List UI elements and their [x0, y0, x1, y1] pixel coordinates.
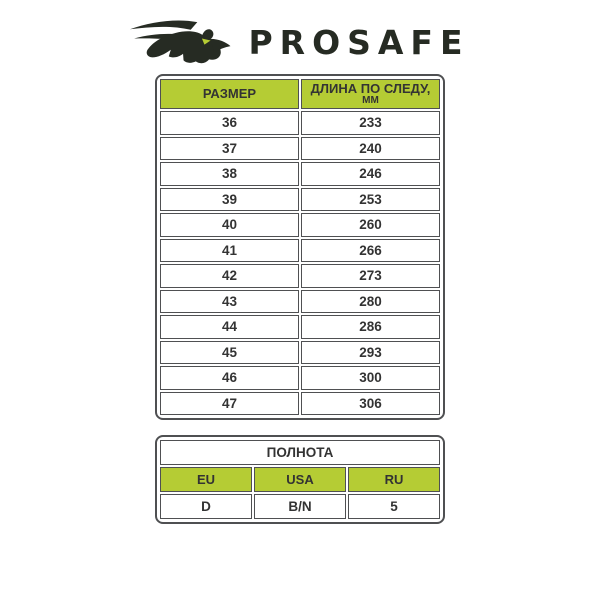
usa-column-header: USA — [254, 467, 346, 492]
size-table-body — [160, 111, 440, 415]
brand-header — [0, 0, 600, 64]
size-cell: 36 — [160, 111, 299, 135]
table-row — [160, 188, 440, 212]
size-column-header: РАЗМЕР — [160, 79, 299, 109]
size-cell: 38 — [160, 162, 299, 186]
rhino-logo-icon — [130, 13, 232, 67]
table-row — [160, 315, 440, 339]
size-cell: 40 — [160, 213, 299, 237]
length-cell: 280 — [301, 290, 440, 314]
width-values-row — [160, 494, 440, 519]
length-cell: 286 — [301, 315, 440, 339]
width-title-row — [160, 440, 440, 465]
length-cell: 233 — [301, 111, 440, 135]
size-table — [155, 74, 445, 420]
length-cell: 253 — [301, 188, 440, 212]
table-row — [160, 290, 440, 314]
length-cell: 300 — [301, 366, 440, 390]
size-cell: 46 — [160, 366, 299, 390]
length-cell: 273 — [301, 264, 440, 288]
table-row — [160, 137, 440, 161]
table-row — [160, 366, 440, 390]
eu-column-header: EU — [160, 467, 252, 492]
length-cell: 260 — [301, 213, 440, 237]
table-row — [160, 111, 440, 135]
length-cell: 293 — [301, 341, 440, 365]
table-row — [160, 162, 440, 186]
brand-wordmark: PROSAFE — [248, 22, 470, 62]
size-table-header-row — [160, 79, 440, 109]
size-cell: 39 — [160, 188, 299, 212]
ru-column-header: RU — [348, 467, 440, 492]
width-header-row — [160, 467, 440, 492]
size-cell: 42 — [160, 264, 299, 288]
table-row — [160, 213, 440, 237]
ru-width-value: 5 — [348, 494, 440, 519]
table-row — [160, 341, 440, 365]
size-cell: 41 — [160, 239, 299, 263]
table-row — [160, 392, 440, 416]
size-cell: 47 — [160, 392, 299, 416]
size-cell: 44 — [160, 315, 299, 339]
table-row — [160, 239, 440, 263]
length-cell: 240 — [301, 137, 440, 161]
table-row — [160, 264, 440, 288]
length-cell: 266 — [301, 239, 440, 263]
length-cell: 246 — [301, 162, 440, 186]
length-column-header: ДЛИНА ПО СЛЕДУ, ММ — [301, 79, 440, 109]
width-table-title: ПОЛНОТА — [160, 440, 440, 465]
length-cell: 306 — [301, 392, 440, 416]
size-cell: 43 — [160, 290, 299, 314]
size-cell: 45 — [160, 341, 299, 365]
eu-width-value: D — [160, 494, 252, 519]
usa-width-value: B/N — [254, 494, 346, 519]
size-cell: 37 — [160, 137, 299, 161]
width-table — [155, 435, 445, 524]
